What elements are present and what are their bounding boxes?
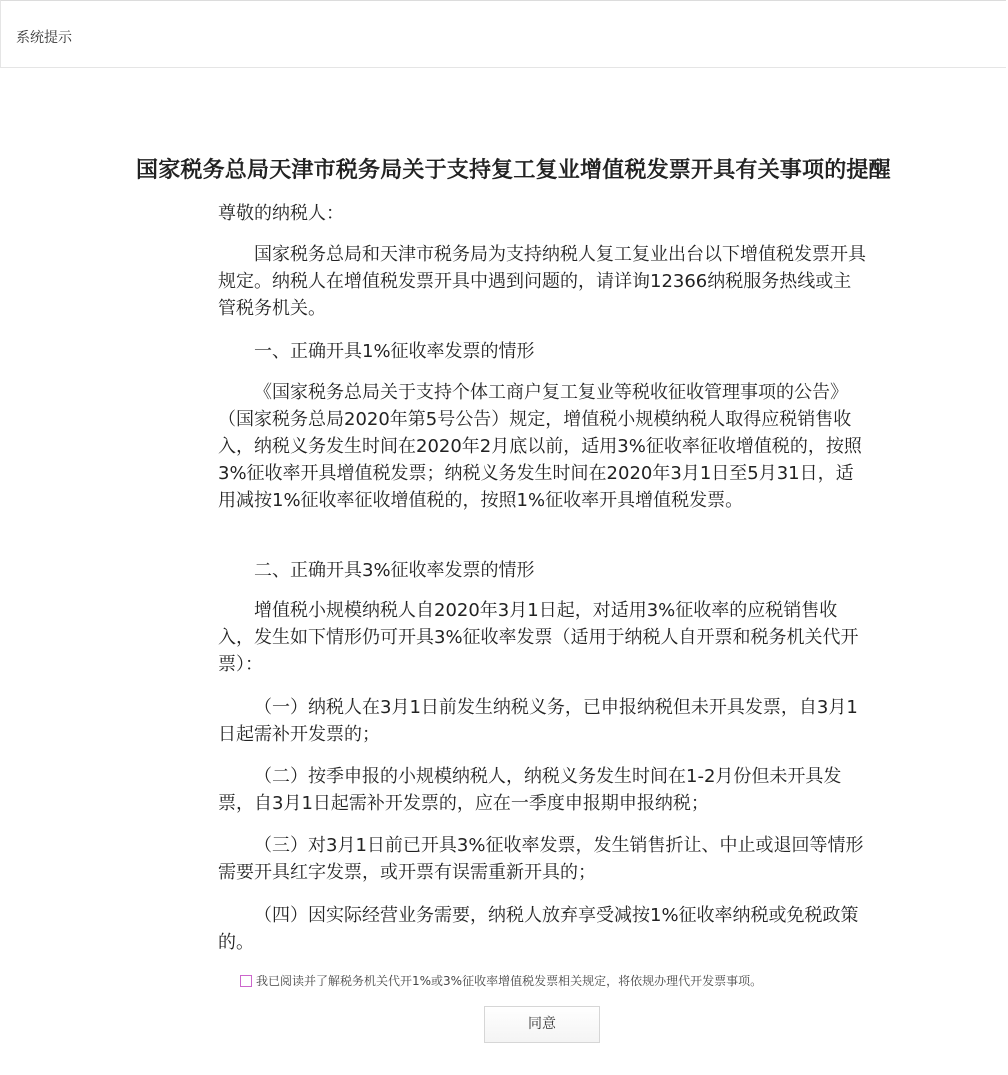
dialog-title: 系统提示 xyxy=(16,30,72,46)
acknowledgement-label[interactable]: 我已阅读并了解税务机关代开1%或3%征收率增值税发票相关规定，将依规办理代开发票事项。 xyxy=(256,974,763,988)
intro-paragraph: 国家税务总局和天津市税务局为支持纳税人复工复业出台以下增值税发票开具规定。纳税人在增值税发票开具中遇到问题的，请详询12366纳税服务热线或主管税务机关。 xyxy=(218,244,866,319)
salutation: 尊敬的纳税人： xyxy=(218,203,344,224)
section-one-paragraph: 《国家税务总局关于支持个体工商户复工复业等税收征收管理事项的公告》（国家税务总局2020年第5号公告）规定，增值税小规模纳税人取得应税销售收入，纳税义务发生时间在2020年2月底以前，适用3%征收率征收增值税的，按照3%征收率开具增值税发票；纳税义务发生时间在2020年3月1日至5月31日，适用减按1%征收率征收增值税的，按照1%征收率开具增值税发票。 xyxy=(218,382,862,511)
dialog-header xyxy=(0,0,1006,68)
notice-title: 国家税务总局天津市税务局关于支持复工复业增值税发票开具有关事项的提醒 xyxy=(136,158,891,183)
agree-button[interactable]: 同意 xyxy=(484,1006,600,1043)
acknowledgement-checkbox-row[interactable] xyxy=(240,971,880,991)
condition-item-two: （二）按季申报的小规模纳税人，纳税义务发生时间在1-2月份但未开具发票，自3月1日起需补开发票的，应在一季度申报期申报纳税； xyxy=(218,766,842,814)
acknowledgement-checkbox[interactable] xyxy=(240,975,252,987)
section-heading-one: 一、正确开具1%征收率发票的情形 xyxy=(254,341,535,362)
section-two-paragraph: 增值税小规模纳税人自2020年3月1日起，对适用3%征收率的应税销售收入，发生如下情形仍可开具3%征收率发票（适用于纳税人自开票和税务机关代开票）： xyxy=(218,600,859,675)
section-heading-two: 二、正确开具3%征收率发票的情形 xyxy=(254,560,535,581)
condition-item-one: （一）纳税人在3月1日前发生纳税义务，已申报纳税但未开具发票，自3月1日起需补开发票的； xyxy=(218,697,858,745)
condition-item-three: （三）对3月1日前已开具3%征收率发票，发生销售折让、中止或退回等情形需要开具红字发票，或开票有误需重新开具的； xyxy=(218,835,864,883)
condition-item-four: （四）因实际经营业务需要，纳税人放弃享受减按1%征收率纳税或免税政策的。 xyxy=(218,905,859,953)
